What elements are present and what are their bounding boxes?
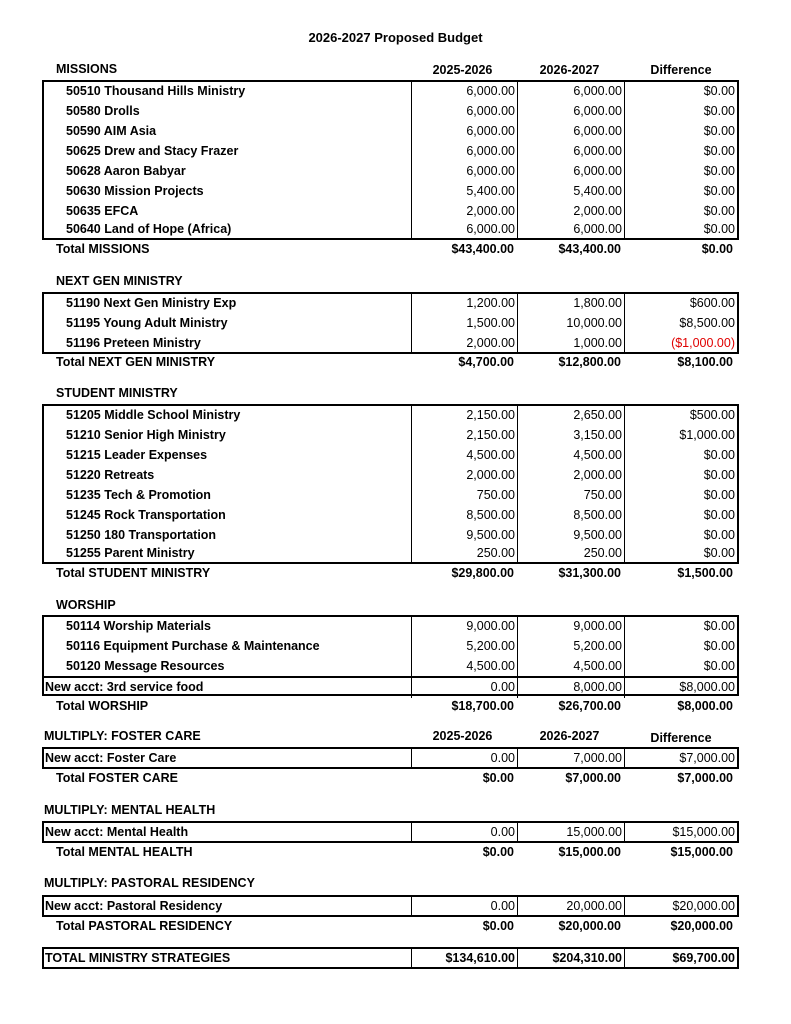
section-header-mental-health: MULTIPLY: MENTAL HEALTH — [44, 803, 216, 817]
account-label: 51196 Preteen Ministry — [66, 336, 201, 350]
section-header-pastoral-residency: MULTIPLY: PASTORAL RESIDENCY — [44, 876, 255, 890]
account-label: 51190 Next Gen Ministry Exp — [66, 296, 237, 310]
total-2026-2027: $7,000.00 — [565, 771, 621, 785]
value-2026-2027: 4,500.00 — [518, 657, 625, 677]
total-row-pastoral-residency — [42, 916, 739, 936]
value-2026-2027: 7,000.00 — [518, 749, 625, 769]
account-label: 50635 EFCA — [66, 204, 139, 218]
value-2025-2026: 0.00 — [411, 823, 518, 843]
foster-care-table — [42, 747, 739, 769]
value-difference: $0.00 — [703, 144, 735, 158]
value-2025-2026: 1,500.00 — [411, 314, 518, 334]
total-2025-2026: $0.00 — [482, 919, 514, 933]
next-gen-table — [42, 292, 739, 354]
value-2026-2027: 9,000.00 — [518, 617, 625, 637]
value-2026-2027: 9,500.00 — [518, 526, 625, 546]
value-difference: $0.00 — [703, 124, 735, 138]
column-header-2025-2026: 2025-2026 — [432, 63, 493, 77]
value-difference: $0.00 — [703, 619, 735, 633]
value-2026-2027: 6,000.00 — [518, 122, 625, 142]
section-header-student: STUDENT MINISTRY — [56, 386, 178, 400]
value-2025-2026: 2,000.00 — [411, 202, 518, 222]
value-difference: $1,000.00 — [679, 428, 735, 442]
section-header-missions: MISSIONS — [56, 62, 118, 76]
total-2026-2027: $12,800.00 — [558, 355, 621, 369]
value-difference: $20,000.00 — [672, 899, 735, 913]
value-2025-2026: 6,000.00 — [411, 142, 518, 162]
mental-health-table — [42, 821, 739, 843]
column-header-difference: Difference — [650, 63, 712, 77]
total-difference: $1,500.00 — [677, 566, 733, 580]
value-difference-negative: ($1,000.00) — [671, 336, 735, 350]
value-2025-2026: 1,200.00 — [411, 294, 518, 314]
value-2025-2026: 8,500.00 — [411, 506, 518, 526]
account-label: New acct: Mental Health — [45, 825, 189, 839]
value-2026-2027: 8,500.00 — [518, 506, 625, 526]
value-difference: $600.00 — [689, 296, 735, 310]
account-label: 51235 Tech & Promotion — [66, 488, 211, 502]
table-row — [44, 749, 737, 769]
total-difference: $20,000.00 — [670, 919, 733, 933]
account-label: 50510 Thousand Hills Ministry — [66, 84, 246, 98]
value-difference: $0.00 — [703, 468, 735, 482]
account-label: 50580 Drolls — [66, 104, 140, 118]
total-row-student — [42, 563, 739, 583]
value-2026-2027: 750.00 — [518, 486, 625, 506]
value-difference: $0.00 — [703, 184, 735, 198]
total-row-worship — [42, 696, 739, 716]
value-2026-2027: 6,000.00 — [518, 142, 625, 162]
value-2025-2026: 2,000.00 — [411, 466, 518, 486]
table-row — [44, 406, 737, 426]
total-2026-2027: $20,000.00 — [558, 919, 621, 933]
total-2026-2027: $15,000.00 — [558, 845, 621, 859]
total-label: Total NEXT GEN MINISTRY — [56, 355, 216, 369]
account-label: 51195 Young Adult Ministry — [66, 316, 228, 330]
value-2026-2027: 6,000.00 — [518, 162, 625, 182]
total-2025-2026: $29,800.00 — [451, 566, 514, 580]
account-label: New acct: 3rd service food — [45, 680, 204, 694]
table-row — [44, 122, 737, 142]
value-difference: $0.00 — [703, 164, 735, 178]
value-2025-2026: 2,150.00 — [411, 406, 518, 426]
account-label: 50120 Message Resources — [66, 659, 225, 673]
pastoral-residency-table — [42, 895, 739, 917]
account-label: 51210 Senior High Ministry — [66, 428, 226, 442]
value-2026-2027: 10,000.00 — [518, 314, 625, 334]
table-row — [44, 182, 737, 202]
value-2026-2027: 20,000.00 — [518, 897, 625, 917]
value-difference: $0.00 — [703, 222, 735, 236]
total-difference: $8,100.00 — [677, 355, 733, 369]
student-table — [42, 404, 739, 564]
column-header-2026-2027: 2026-2027 — [539, 729, 600, 743]
value-difference: $8,000.00 — [679, 680, 735, 694]
value-2026-2027: 1,000.00 — [518, 334, 625, 354]
column-header-2026-2027: 2026-2027 — [539, 63, 600, 77]
value-2025-2026: 0.00 — [411, 678, 518, 698]
value-2025-2026: 6,000.00 — [411, 102, 518, 122]
value-2025-2026: 5,200.00 — [411, 637, 518, 657]
value-2026-2027: 2,000.00 — [518, 202, 625, 222]
value-2026-2027: 5,200.00 — [518, 637, 625, 657]
total-difference: $8,000.00 — [677, 699, 733, 713]
account-label: 51205 Middle School Ministry — [66, 408, 241, 422]
total-label: Total WORSHIP — [56, 699, 149, 713]
grand-total-difference: $69,700.00 — [672, 951, 735, 965]
table-row — [44, 617, 737, 637]
grand-total-2026-2027: $204,310.00 — [518, 949, 625, 967]
value-2025-2026: 0.00 — [411, 749, 518, 769]
value-difference: $0.00 — [703, 84, 735, 98]
value-2026-2027: 15,000.00 — [518, 823, 625, 843]
total-label: Total MENTAL HEALTH — [56, 845, 193, 859]
account-label: 50114 Worship Materials — [66, 619, 211, 633]
total-row-next-gen — [42, 352, 739, 372]
value-2026-2027: 8,000.00 — [518, 678, 625, 698]
table-row — [44, 637, 737, 657]
value-difference: $500.00 — [689, 408, 735, 422]
value-difference: $0.00 — [703, 204, 735, 218]
missions-table — [42, 80, 739, 240]
value-2026-2027: 250.00 — [518, 544, 625, 564]
value-2025-2026: 2,150.00 — [411, 426, 518, 446]
value-2026-2027: 2,650.00 — [518, 406, 625, 426]
value-2025-2026: 6,000.00 — [411, 122, 518, 142]
value-2026-2027: 2,000.00 — [518, 466, 625, 486]
table-row — [44, 314, 737, 334]
account-label: 51215 Leader Expenses — [66, 448, 208, 462]
total-difference: $0.00 — [701, 242, 733, 256]
value-2025-2026: 750.00 — [411, 486, 518, 506]
value-2026-2027: 6,000.00 — [518, 82, 625, 102]
table-row — [44, 897, 737, 917]
section-header-foster-care: MULTIPLY: FOSTER CARE — [44, 729, 201, 743]
value-2026-2027: 6,000.00 — [518, 102, 625, 122]
account-label: 50640 Land of Hope (Africa) — [66, 222, 232, 236]
account-label: 50116 Equipment Purchase & Maintenance — [66, 639, 320, 653]
value-2025-2026: 4,500.00 — [411, 446, 518, 466]
value-difference: $8,500.00 — [679, 316, 735, 330]
value-difference: $0.00 — [703, 546, 735, 560]
value-2025-2026: 6,000.00 — [411, 162, 518, 182]
table-row — [44, 82, 737, 102]
table-row — [44, 657, 737, 677]
table-row — [44, 446, 737, 466]
value-difference: $7,000.00 — [679, 751, 735, 765]
account-label: 51245 Rock Transportation — [66, 508, 226, 522]
total-label: Total PASTORAL RESIDENCY — [56, 919, 233, 933]
value-2026-2027: 5,400.00 — [518, 182, 625, 202]
value-difference: $0.00 — [703, 488, 735, 502]
value-difference: $15,000.00 — [672, 825, 735, 839]
account-label: 51220 Retreats — [66, 468, 155, 482]
worship-table — [42, 615, 739, 696]
table-row — [44, 102, 737, 122]
value-difference: $0.00 — [703, 639, 735, 653]
value-difference: $0.00 — [703, 528, 735, 542]
value-2026-2027: 3,150.00 — [518, 426, 625, 446]
page-title: 2026-2027 Proposed Budget — [308, 30, 483, 45]
account-label: 50625 Drew and Stacy Frazer — [66, 144, 239, 158]
table-row — [44, 334, 737, 354]
total-2025-2026: $43,400.00 — [451, 242, 514, 256]
table-row — [44, 486, 737, 506]
total-2025-2026: $0.00 — [482, 845, 514, 859]
value-2025-2026: 2,000.00 — [411, 334, 518, 354]
account-label: 50630 Mission Projects — [66, 184, 204, 198]
value-difference: $0.00 — [703, 104, 735, 118]
table-row — [44, 426, 737, 446]
value-difference: $0.00 — [703, 448, 735, 462]
value-difference: $0.00 — [703, 508, 735, 522]
table-row — [44, 162, 737, 182]
column-header-difference: Difference — [650, 731, 712, 745]
value-2026-2027: 4,500.00 — [518, 446, 625, 466]
table-row — [44, 506, 737, 526]
total-2025-2026: $4,700.00 — [458, 355, 514, 369]
section-header-next-gen: NEXT GEN MINISTRY — [56, 274, 183, 288]
value-2025-2026: 9,500.00 — [411, 526, 518, 546]
account-label: New acct: Foster Care — [45, 751, 177, 765]
total-2025-2026: $0.00 — [482, 771, 514, 785]
total-row-missions — [42, 239, 739, 259]
table-row — [44, 294, 737, 314]
total-2025-2026: $18,700.00 — [451, 699, 514, 713]
value-2025-2026: 6,000.00 — [411, 220, 518, 240]
account-label: 51250 180 Transportation — [66, 528, 217, 542]
total-label: Total FOSTER CARE — [56, 771, 178, 785]
value-2025-2026: 6,000.00 — [411, 82, 518, 102]
total-2026-2027: $26,700.00 — [558, 699, 621, 713]
total-row-mental-health — [42, 842, 739, 862]
grand-total-label: TOTAL MINISTRY STRATEGIES — [45, 951, 231, 965]
value-difference: $0.00 — [703, 659, 735, 673]
table-row — [44, 220, 737, 240]
table-row — [44, 466, 737, 486]
total-row-foster-care — [42, 768, 739, 788]
value-2025-2026: 250.00 — [411, 544, 518, 564]
total-difference: $7,000.00 — [677, 771, 733, 785]
column-header-2025-2026: 2025-2026 — [432, 729, 493, 743]
total-label: Total MISSIONS — [56, 242, 150, 256]
value-2026-2027: 1,800.00 — [518, 294, 625, 314]
table-row — [44, 526, 737, 546]
total-difference: $15,000.00 — [670, 845, 733, 859]
table-row — [44, 823, 737, 843]
value-2025-2026: 4,500.00 — [411, 657, 518, 677]
account-label: 51255 Parent Ministry — [66, 546, 195, 560]
grand-total-row — [42, 947, 739, 969]
account-label: New acct: Pastoral Residency — [45, 899, 223, 913]
table-row — [44, 544, 737, 564]
table-row — [44, 202, 737, 222]
table-row — [44, 142, 737, 162]
account-label: 50590 AIM Asia — [66, 124, 157, 138]
section-header-worship: WORSHIP — [56, 598, 116, 612]
value-2026-2027: 6,000.00 — [518, 220, 625, 240]
total-2026-2027: $43,400.00 — [558, 242, 621, 256]
account-label: 50628 Aaron Babyar — [66, 164, 186, 178]
value-2025-2026: 0.00 — [411, 897, 518, 917]
value-2025-2026: 9,000.00 — [411, 617, 518, 637]
grand-total-2025-2026: $134,610.00 — [411, 949, 518, 967]
total-2026-2027: $31,300.00 — [558, 566, 621, 580]
total-label: Total STUDENT MINISTRY — [56, 566, 211, 580]
table-row — [44, 676, 737, 698]
value-2025-2026: 5,400.00 — [411, 182, 518, 202]
